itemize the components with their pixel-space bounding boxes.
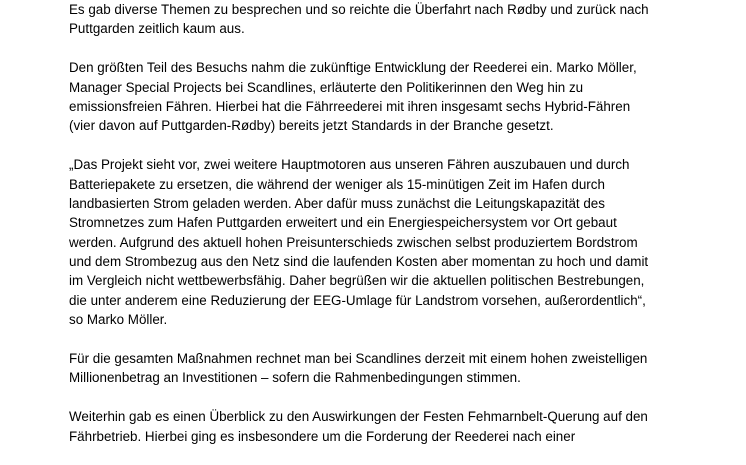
text-line: Den größten Teil des Besuchs nahm die zukünftige Entwicklung der Reederei ein. Marko Möller, [69, 60, 637, 76]
paragraph-crossing [69, 0, 729, 39]
text-line: Weiterhin gab es einen Überblick zu den Auswirkungen der Festen Fehmarnbelt-Querung auf den [69, 409, 648, 425]
text-line: im Vergleich nicht wettbewerbsfähig. Daher begrüßen wir die aktuellen politischen Bestrebungen, [69, 273, 645, 289]
text-line: landbasierten Strom geladen werden. Aber dafür muss zunächst die Leitungskapazität des [69, 195, 605, 211]
document-page [69, 0, 729, 465]
paragraph-quote [69, 155, 729, 330]
text-line: Fährbetrieb. Hierbei ging es insbesondere um die Forderung der Reederei nach einer [69, 428, 576, 444]
text-line: die unter anderem eine Reduzierung der EEG-Umlage für Landstrom vorsehen, außerordentlich“, [69, 292, 646, 308]
text-line: und dem Strombezug aus den Netz sind die laufenden Kosten aber momentan zu hoch und damit [69, 254, 649, 270]
text-line: so Marko Möller. [69, 312, 168, 328]
text-line: Millionenbetrag an Investitionen – sofern die Rahmenbedingungen stimmen. [69, 370, 521, 386]
text-line: Manager Special Projects bei Scandlines, erläuterte den Politikerinnen den Weg hin zu [69, 79, 584, 95]
text-line: Es gab diverse Themen zu besprechen und so reichte die Überfahrt nach Rødby und zurück nach [69, 2, 649, 17]
text-line: „Das Projekt sieht vor, zwei weitere Hauptmotoren aus unseren Fähren auszubauen und durch [69, 157, 630, 173]
paragraph-fehmarnbelt [69, 407, 729, 446]
text-line: werden. Aufgrund des aktuell hohen Preisunterschieds zwischen selbst produziertem Bordstrom [69, 234, 638, 250]
text-line: Puttgarden zeitlich kaum aus. [69, 21, 245, 37]
text-line: Batteriepakete zu ersetzen, die während der weniger als 15-minütigen Zeit im Hafen durch [69, 176, 605, 192]
text-line: Stromnetzes zum Hafen Puttgarden erweitert und ein Energiespeichersystem vor Ort gebaut [69, 215, 617, 231]
text-line: (vier davon auf Puttgarden-Rødby) bereits jetzt Standards in der Branche gesetzt. [69, 118, 554, 134]
paragraph-development [69, 58, 729, 136]
text-line: Für die gesamten Maßnahmen rechnet man bei Scandlines derzeit mit einem hohen zweistelligen [69, 351, 648, 367]
paragraph-investment [69, 349, 729, 388]
text-line: emissionsfreien Fähren. Hierbei hat die Fährreederei mit ihren insgesamt sechs Hybrid-Fähren [69, 98, 631, 114]
